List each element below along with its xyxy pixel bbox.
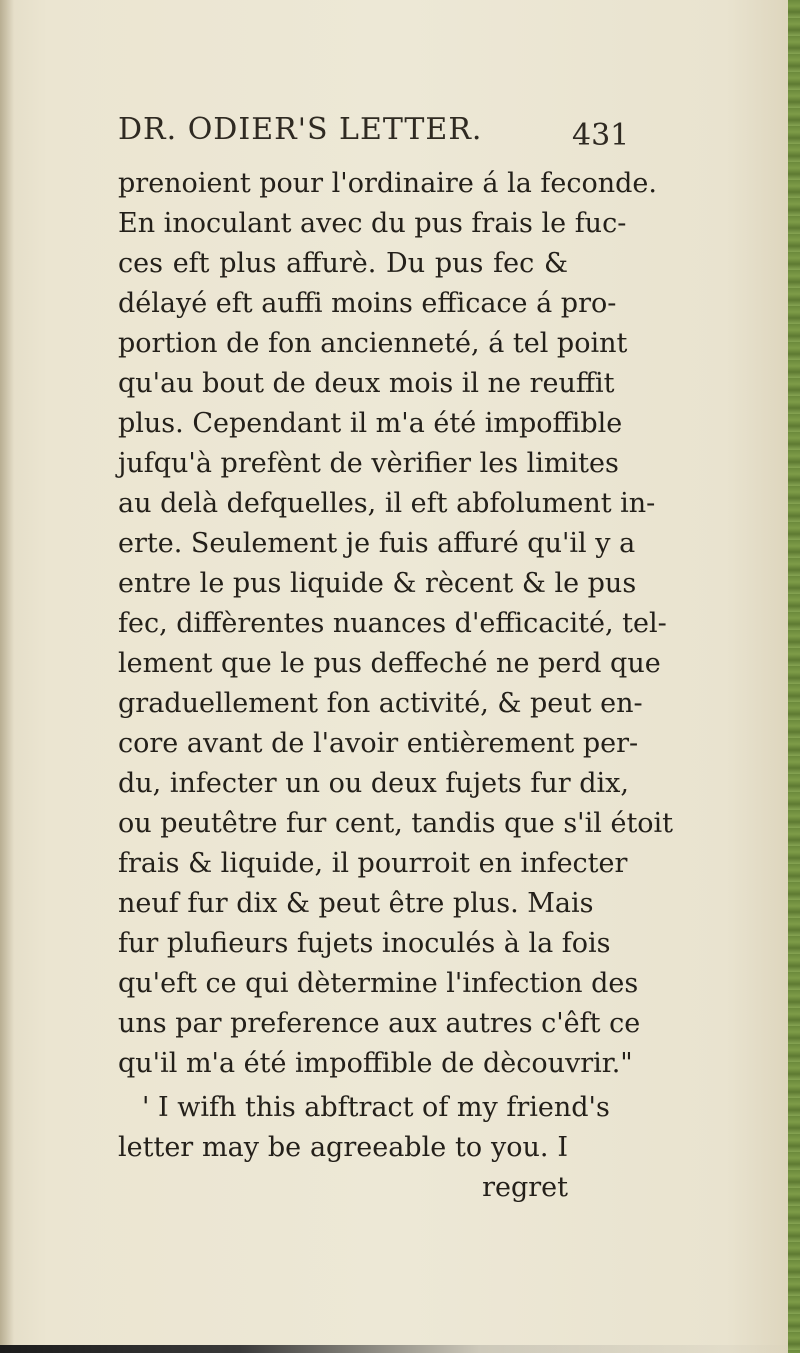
running-head-title: DR. ODIER'S LETTER.: [118, 112, 483, 147]
text-line: En inoculant avec du pus frais le fuc-: [118, 208, 627, 239]
text-line: au delà defquelles, il eft abfolument in-: [118, 488, 656, 519]
text-line: lement que le pus deffeché ne perd que: [118, 648, 661, 679]
text-line: erte. Seulement je fuis affuré qu'il y a: [118, 528, 636, 559]
text-line: qu'il m'a été impoffible de dècouvrir.": [118, 1048, 633, 1079]
text-line: frais & liquide, il pourroit en infecter: [118, 848, 628, 879]
body-text: [118, 164, 674, 1208]
text-line: ' I wifh this abftract of my friend's: [142, 1092, 610, 1123]
text-line: plus. Cependant il m'a été impoffible: [118, 408, 623, 439]
text-line: entre le pus liquide & rècent & le pus: [118, 568, 637, 599]
text-line: letter may be agreeable to you. I: [118, 1132, 568, 1163]
text-line: jufqu'à prefènt de vèrifier les limites: [118, 448, 619, 479]
text-line: graduellement fon activité, & peut en-: [118, 688, 643, 719]
text-line: du, infecter un ou deux fujets fur dix,: [118, 768, 629, 799]
catchword: regret: [482, 1172, 568, 1203]
paragraph-closing: [118, 1088, 610, 1168]
book-spine-edge: [788, 0, 800, 1353]
text-line: prenoient pour l'ordinaire á la feconde.: [118, 168, 657, 199]
text-line: fec, diffèrentes nuances d'efficacité, tel-: [118, 608, 667, 639]
page-number: 431: [572, 118, 630, 153]
running-head: [0, 112, 790, 162]
text-line: uns par preference aux autres c'êft ce: [118, 1008, 641, 1039]
text-line: ces eft plus affurè. Du pus fec &: [118, 248, 568, 279]
text-line: qu'au bout de deux mois il ne reuffit: [118, 368, 615, 399]
text-line: délayé eft auffi moins efficace á pro-: [118, 288, 617, 319]
text-line: neuf fur dix & peut être plus. Mais: [118, 888, 594, 919]
text-line: ou peutêtre fur cent, tandis que s'il étoit: [118, 808, 674, 839]
paragraph-letter-quote: [118, 164, 674, 1084]
text-line: qu'eft ce qui dètermine l'infection des: [118, 968, 639, 999]
text-line: fur plufieurs fujets inoculés à la fois: [118, 928, 611, 959]
text-line: core avant de l'avoir entièrement per-: [118, 728, 639, 759]
page-bottom-shadow: [0, 1345, 800, 1353]
text-line: portion de fon ancienneté, á tel point: [118, 328, 628, 359]
